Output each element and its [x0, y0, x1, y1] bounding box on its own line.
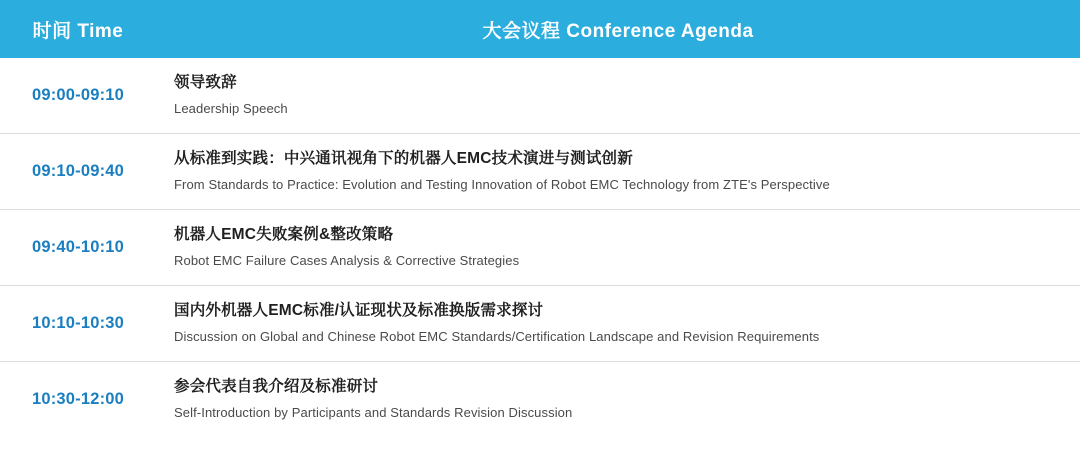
row-content: [156, 209, 1080, 285]
table-row: [0, 285, 1080, 361]
session-title-cn: 领导致辞: [174, 74, 237, 91]
row-content: [156, 58, 1080, 133]
session-title-en: Robot EMC Failure Cases Analysis & Corrective Strategies: [174, 253, 520, 269]
row-time: 09:10-09:40: [0, 133, 156, 209]
session-title-cn: 国内外机器人EMC标准/认证现状及标准换版需求探讨: [174, 301, 544, 319]
session-title-cn: 机器人EMC失败案例&整改策略: [174, 225, 394, 243]
row-content: [156, 285, 1080, 361]
header-agenda-label: 大会议程 Conference Agenda: [156, 0, 1080, 58]
row-content: [156, 361, 1080, 436]
session-title-cn: 从标准到实践：中兴通讯视角下的机器人EMC技术演进与测试创新: [174, 149, 633, 167]
session-title-en: Discussion on Global and Chinese Robot EMC Standards/Certification Landscape and Revision Requirements: [174, 329, 820, 345]
row-time: 10:10-10:30: [0, 285, 156, 361]
table-row: [0, 361, 1080, 436]
row-time: 09:00-09:10: [0, 58, 156, 133]
session-title-cn: 参会代表自我介绍及标准研讨: [174, 377, 379, 395]
table-header-row: [0, 0, 1080, 58]
row-content: [156, 133, 1080, 209]
table-row: [0, 133, 1080, 209]
session-title-en: From Standards to Practice: Evolution and Testing Innovation of Robot EMC Technology from ZTE's Perspective: [174, 177, 830, 193]
session-title-en: Self-Introduction by Participants and Standards Revision Discussion: [174, 405, 573, 421]
header-time-label: 时间 Time: [0, 0, 156, 58]
table-row: [0, 209, 1080, 285]
table-row: [0, 58, 1080, 133]
session-title-en: Leadership Speech: [174, 101, 288, 117]
row-time: 09:40-10:10: [0, 209, 156, 285]
row-time: 10:30-12:00: [31, 389, 125, 408]
